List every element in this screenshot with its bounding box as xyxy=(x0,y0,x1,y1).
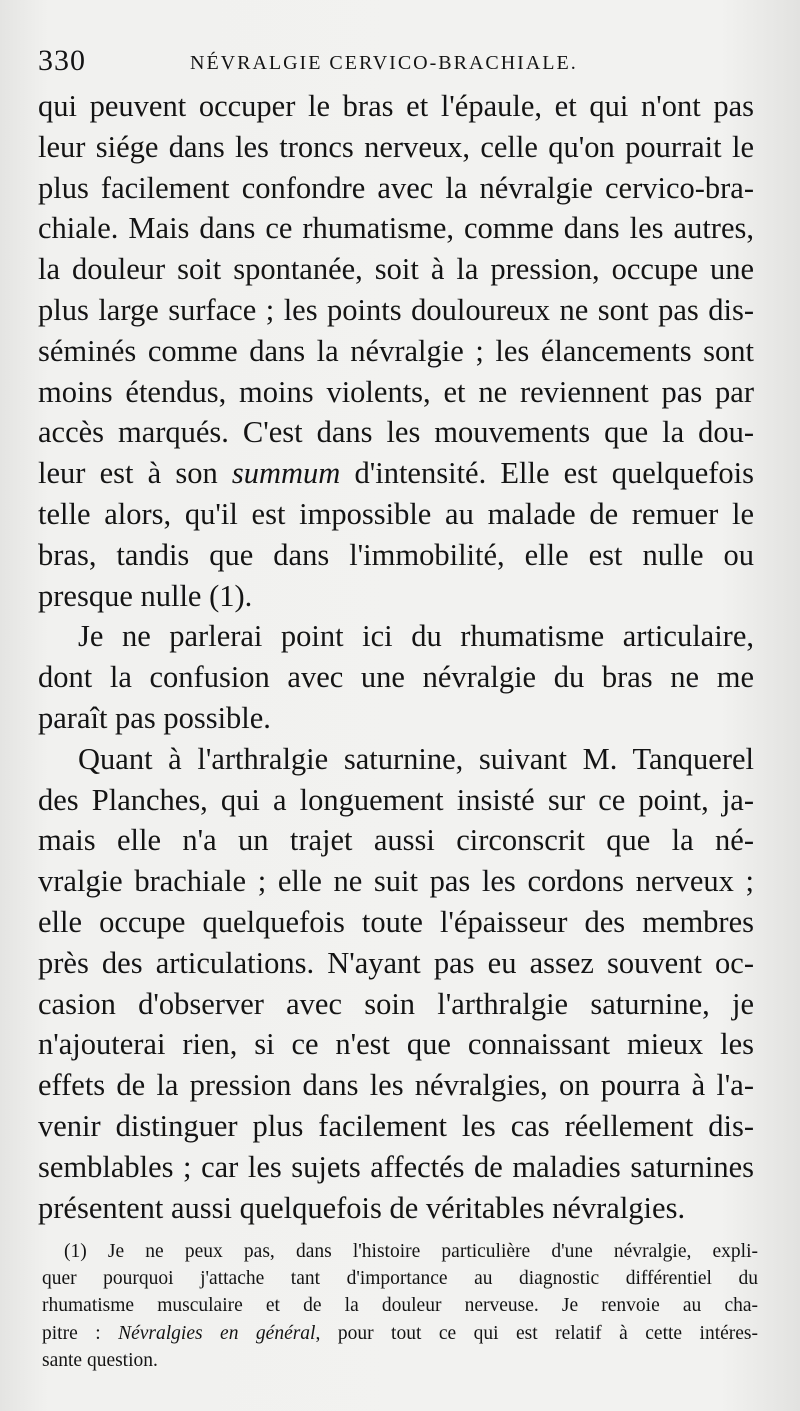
footnote-line: rhumatisme musculaire et de la douleur nerveuse. Je renvoie au cha- xyxy=(42,1295,758,1317)
body-text xyxy=(38,86,754,1228)
paragraph-first-line: Quant à l'arthralgie saturnine, suivant M. Tanquerel xyxy=(78,741,754,776)
footnote-line: quer pourquoi j'attache tant d'importance au diagnostic différentiel du xyxy=(42,1268,758,1290)
text-line: la douleur soit spontanée, soit à la pression, occupe une xyxy=(38,252,754,287)
text-line: effets de la pression dans les névralgies, on pourra à l'a- xyxy=(38,1068,754,1103)
footnote-line xyxy=(42,1320,758,1347)
page-number: 330 xyxy=(38,44,86,77)
text-line: mais elle n'a un trajet aussi circonscrit que la né- xyxy=(38,823,754,858)
text-line: séminés comme dans la névralgie ; les élancements sont xyxy=(38,333,754,368)
text-line: elle occupe quelquefois toute l'épaisseur des membres xyxy=(38,904,754,939)
footnote-line: sante question. xyxy=(42,1349,158,1371)
text-segment: , pour tout ce qui est relatif à cette intéres- xyxy=(315,1322,758,1344)
text-line xyxy=(38,453,754,494)
text-line: vralgie brachiale ; elle ne suit pas les cordons nerveux ; xyxy=(38,864,754,899)
paragraph-first-line: Je ne parlerai point ici du rhumatisme articulaire, xyxy=(78,619,754,654)
text-line: telle alors, qu'il est impossible au malade de remuer le xyxy=(38,496,754,531)
text-line: casion d'observer avec soin l'arthralgie saturnine, je xyxy=(38,986,754,1021)
text-line: venir distinguer plus facilement les cas réellement dis- xyxy=(38,1108,754,1143)
text-segment: pitre : xyxy=(42,1322,119,1344)
text-line: presque nulle (1). xyxy=(38,578,253,613)
text-line: chiale. Mais dans ce rhumatisme, comme dans les autres, xyxy=(38,211,754,246)
running-head: NÉVRALGIE CERVICO-BRACHIALE. xyxy=(190,52,578,74)
text-line: présentent aussi quelquefois de véritables névralgies. xyxy=(38,1190,686,1225)
footnote xyxy=(42,1238,758,1374)
italic-reference: Névralgies en général xyxy=(118,1322,316,1344)
text-line: plus facilement confondre avec la névralgie cervico-bra- xyxy=(38,170,754,205)
text-line: paraît pas possible. xyxy=(38,700,271,735)
text-line: dont la confusion avec une névralgie du bras ne me xyxy=(38,660,754,695)
text-line: bras, tandis que dans l'immobilité, elle est nulle ou xyxy=(38,537,754,572)
text-segment: leur est à son xyxy=(38,456,232,491)
text-line: leur siége dans les troncs nerveux, celle qu'on pourrait le xyxy=(38,129,754,164)
text-line: près des articulations. N'ayant pas eu assez souvent oc- xyxy=(38,945,754,980)
text-line: semblables ; car les sujets affectés de maladies saturnines xyxy=(38,1149,754,1184)
italic-term: summum xyxy=(231,456,341,491)
text-line: n'ajouterai rien, si ce n'est que connaissant mieux les xyxy=(38,1027,754,1062)
page-header xyxy=(38,44,758,84)
footnote-line: (1) Je ne peux pas, dans l'histoire particulière d'une névralgie, expli- xyxy=(64,1241,758,1262)
text-segment: d'intensité. Elle est quelquefois xyxy=(340,456,754,491)
text-line: plus large surface ; les points douloureux ne sont pas dis- xyxy=(38,292,754,327)
text-line: accès marqués. C'est dans les mouvements que la dou- xyxy=(38,415,754,450)
text-line: qui peuvent occuper le bras et l'épaule, et qui n'ont pas xyxy=(38,89,754,123)
text-line: moins étendus, moins violents, et ne reviennent pas par xyxy=(38,374,754,409)
text-line: des Planches, qui a longuement insisté sur ce point, ja- xyxy=(38,782,754,817)
